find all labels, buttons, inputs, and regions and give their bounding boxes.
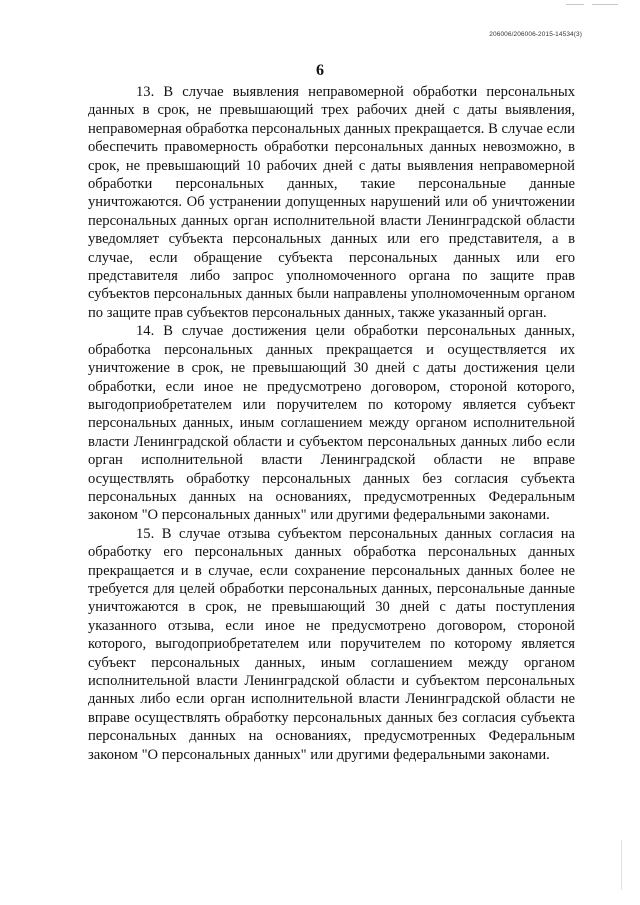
scan-artifact — [592, 4, 618, 5]
paragraph-15: 15. В случае отзыва субъектом персональных данных согласия на обработку его персональных данных обработка персональных данных прекращается и в случае, если сохранение персональных данных более не требуется для целей обработки персональных данных, персональные данные уничтожаются в срок, не превышающий 30 дней с даты поступления указанного отзыва, если иное не предусмотрено договором, стороной которого, выгодоприобретателем или поручителем по которому является субъект персональных данных, иным соглашением между органом исполнительной власти Ленинградской области и субъектом персональных данных либо если орган исполнительной власти Ленинградской области не вправе осуществлять обработку персональных данных без согласия субъекта персональных данных на основаниях, предусмотренных Федеральным законом "О персональных данных" или другими федеральными законами. — [88, 525, 575, 763]
paragraph-13: 13. В случае выявления неправомерной обработки персональных данных в срок, не превышающий трех рабочих дней с даты выявления, неправомерная обработка персональных данных прекращается. В случае если обеспечить правомерность обработки персональных данных невозможно, в срок, не превышающий 10 рабочих дней с даты выявления неправомерной обработки персональных данных, такие персональные данные уничтожаются. Об устранении допущенных нарушений или об уничтожении персональных данных орган исполнительной власти Ленинградской области уведомляет субъекта персональных данных или его представителя, а в случае, если обращение субъекта персональных данных или его представителя либо запрос уполномоченного органа по защите прав субъектов персональных данных были направлены уполномоченным органом по защите прав субъектов персональных данных, также указанный орган. — [88, 84, 575, 321]
page-number: 6 — [316, 62, 324, 79]
scan-artifact — [566, 4, 584, 5]
paragraph-14: 14. В случае достижения цели обработки персональных данных, обработка персональных данных прекращается и осуществляется их уничтожение в срок, не превышающий 30 дней с даты достижения цели обработки, если иное не предусмотрено договором, стороной которого, выгодоприобретателем или поручителем по которому является субъект персональных данных, иным соглашением между органом исполнительной власти Ленинградской области и субъектом персональных данных либо если орган исполнительной власти Ленинградской области не вправе осуществлять обработку персональных данных без согласия субъекта персональных данных на основаниях, предусмотренных Федеральным законом "О персональных данных" или другими федеральными законами. — [88, 323, 575, 524]
document-body — [88, 83, 575, 764]
document-registration-number: 206006/206006-2015-14534(3) — [489, 31, 582, 38]
scan-edge-artifact — [621, 840, 622, 890]
